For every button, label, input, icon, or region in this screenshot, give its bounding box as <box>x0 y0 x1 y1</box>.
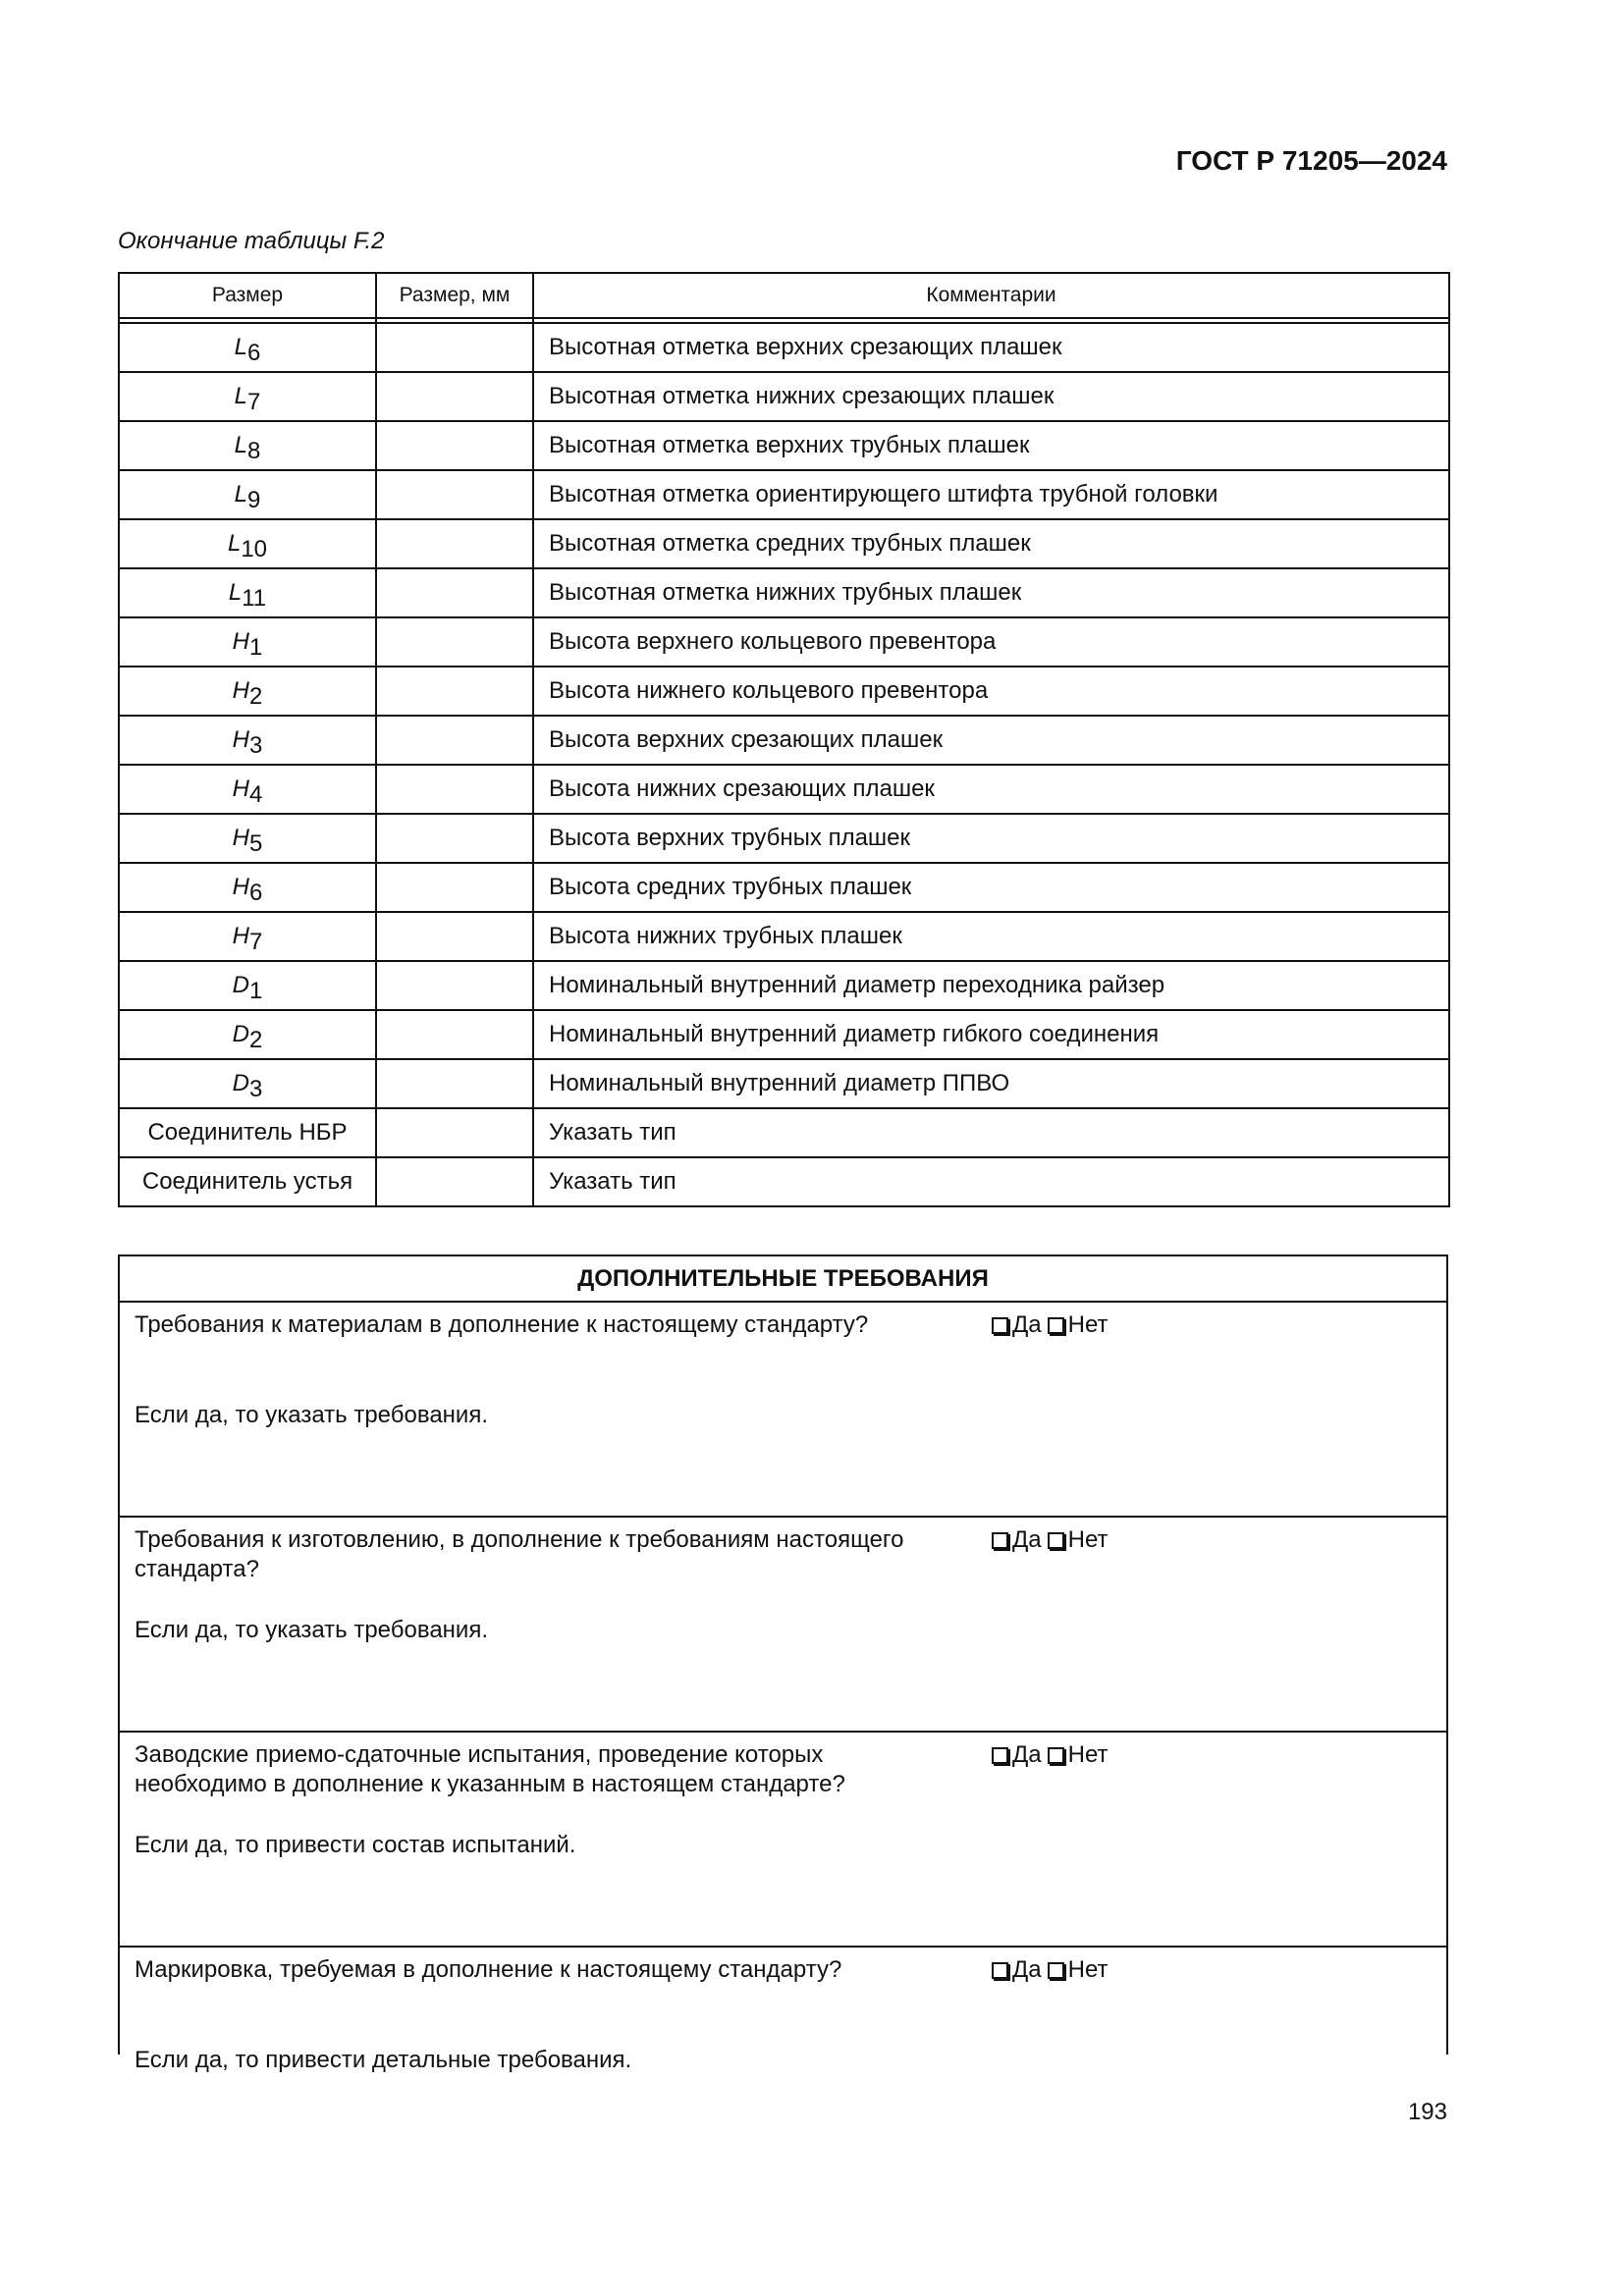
requirement-followup: Если да, то указать требования. <box>135 1402 488 1428</box>
size-cell <box>119 1059 376 1108</box>
size-symbol: H <box>232 825 249 851</box>
size-subscript: 7 <box>248 929 263 955</box>
size-cell <box>119 863 376 912</box>
dimensions-table <box>118 272 1450 1207</box>
table-row <box>119 568 1449 617</box>
size-cell <box>119 716 376 765</box>
table-row <box>119 814 1449 863</box>
requirement-block <box>120 1518 1446 1733</box>
size-subscript: 11 <box>242 585 267 612</box>
yes-no-options <box>992 1955 1113 1985</box>
size-cell <box>119 814 376 863</box>
size-subscript: 10 <box>241 536 268 562</box>
size-cell <box>119 961 376 1010</box>
table-row <box>119 1108 1449 1157</box>
column-header-size: Размер <box>119 273 376 318</box>
yes-checkbox[interactable] <box>992 1532 1008 1549</box>
size-subscript: 1 <box>248 978 263 1004</box>
no-label: Нет <box>1067 1311 1109 1338</box>
size-cell <box>119 765 376 814</box>
comment-cell: Номинальный внутренний диаметр переходника райзер <box>533 961 1449 1010</box>
size-symbol: H <box>232 923 249 949</box>
comment-cell: Указать тип <box>533 1108 1449 1157</box>
comment-cell: Высота средних трубных плашек <box>533 863 1449 912</box>
size-symbol: H <box>232 726 249 753</box>
requirement-followup: Если да, то указать требования. <box>135 1617 488 1643</box>
table-caption: Окончание таблицы F.2 <box>118 228 385 254</box>
yes-label: Да <box>1012 1741 1042 1768</box>
size-cell <box>119 568 376 617</box>
comment-cell: Высотная отметка верхних срезающих плашек <box>533 323 1449 372</box>
table-row <box>119 1010 1449 1059</box>
table-row <box>119 372 1449 421</box>
no-label: Нет <box>1067 1526 1109 1553</box>
size-mm-cell[interactable] <box>376 863 533 912</box>
table-header-row <box>119 273 1449 318</box>
no-checkbox[interactable] <box>1048 1317 1064 1334</box>
size-symbol: D <box>232 972 249 998</box>
comment-cell: Высота нижнего кольцевого превентора <box>533 667 1449 716</box>
no-checkbox[interactable] <box>1048 1747 1064 1764</box>
no-label: Нет <box>1067 1741 1109 1768</box>
size-mm-cell[interactable] <box>376 912 533 961</box>
comment-cell: Номинальный внутренний диаметр гибкого соединения <box>533 1010 1449 1059</box>
table-row <box>119 961 1449 1010</box>
size-symbol: L <box>234 481 247 507</box>
table-body <box>119 323 1449 1206</box>
size-mm-cell[interactable] <box>376 961 533 1010</box>
size-mm-cell[interactable] <box>376 1010 533 1059</box>
yes-no-options <box>992 1740 1113 1770</box>
size-symbol: H <box>232 775 249 802</box>
yes-no-options <box>992 1310 1113 1340</box>
comment-cell: Высота верхних трубных плашек <box>533 814 1449 863</box>
size-mm-cell[interactable] <box>376 1157 533 1206</box>
requirement-blocks <box>120 1303 1446 2161</box>
size-cell <box>119 372 376 421</box>
size-subscript: 6 <box>247 340 261 366</box>
size-mm-cell[interactable] <box>376 1108 533 1157</box>
table-row <box>119 765 1449 814</box>
size-cell <box>119 912 376 961</box>
size-symbol: H <box>232 628 249 655</box>
comment-cell: Высотная отметка нижних срезающих плашек <box>533 372 1449 421</box>
size-mm-cell[interactable] <box>376 716 533 765</box>
size-subscript: 3 <box>248 1076 263 1102</box>
requirement-followup: Если да, то привести состав испытаний. <box>135 1832 576 1858</box>
size-symbol: H <box>232 677 249 704</box>
size-mm-cell[interactable] <box>376 519 533 568</box>
additional-requirements-table <box>118 1255 1448 2073</box>
size-cell: Соединитель устья <box>119 1157 376 1206</box>
yes-label: Да <box>1012 1526 1042 1553</box>
table-row <box>119 863 1449 912</box>
size-mm-cell[interactable] <box>376 323 533 372</box>
size-cell <box>119 617 376 667</box>
size-mm-cell[interactable] <box>376 421 533 470</box>
table-row <box>119 519 1449 568</box>
no-label: Нет <box>1067 1956 1109 1983</box>
size-subscript: 8 <box>247 438 261 464</box>
requirement-question: Маркировка, требуемая в дополнение к настоящему стандарту? <box>135 1956 842 1983</box>
table-row <box>119 1157 1449 1206</box>
size-subscript: 7 <box>247 389 261 415</box>
comment-cell: Высота верхних срезающих плашек <box>533 716 1449 765</box>
yes-checkbox[interactable] <box>992 1747 1008 1764</box>
standard-designation: ГОСТ Р 71205—2024 <box>1175 145 1447 176</box>
size-cell <box>119 667 376 716</box>
yes-checkbox[interactable] <box>992 1962 1008 1979</box>
column-header-comments: Комментарии <box>533 273 1449 318</box>
requirement-question: Требования к изготовлению, в дополнение к требованиям настоящего стандарта? <box>135 1526 904 1582</box>
size-subscript: 9 <box>247 487 261 513</box>
size-mm-cell[interactable] <box>376 470 533 519</box>
size-symbol: L <box>227 530 242 557</box>
table-row <box>119 1059 1449 1108</box>
size-mm-cell[interactable] <box>376 372 533 421</box>
requirement-block <box>120 1733 1446 1948</box>
table-row <box>119 912 1449 961</box>
no-checkbox[interactable] <box>1048 1962 1064 1979</box>
size-subscript: 5 <box>248 830 263 857</box>
table-row <box>119 667 1449 716</box>
comment-cell: Высота нижних трубных плашек <box>533 912 1449 961</box>
comment-cell: Номинальный внутренний диаметр ППВО <box>533 1059 1449 1108</box>
additional-requirements-title: ДОПОЛНИТЕЛЬНЫЕ ТРЕБОВАНИЯ <box>120 1256 1446 1303</box>
table-row <box>119 323 1449 372</box>
size-cell <box>119 323 376 372</box>
size-mm-cell[interactable] <box>376 814 533 863</box>
table-row <box>119 421 1449 470</box>
comment-cell: Высотная отметка ориентирующего штифта трубной головки <box>533 470 1449 519</box>
comment-cell: Высотная отметка нижних трубных плашек <box>533 568 1449 617</box>
size-subscript: 1 <box>248 634 263 661</box>
requirement-question: Заводские приемо-сдаточные испытания, проведение которых необходимо в дополнение к указанным в настоящем стандарте? <box>135 1741 845 1797</box>
column-header-size-mm: Размер, мм <box>376 273 533 318</box>
requirement-block <box>120 1303 1446 1518</box>
yes-label: Да <box>1012 1311 1042 1338</box>
size-cell <box>119 1010 376 1059</box>
yes-label: Да <box>1012 1956 1042 1983</box>
yes-no-options <box>992 1525 1113 1555</box>
size-cell <box>119 470 376 519</box>
size-symbol: L <box>228 579 243 606</box>
size-cell <box>119 519 376 568</box>
requirement-block <box>120 1948 1446 2161</box>
size-mm-cell[interactable] <box>376 617 533 667</box>
size-mm-cell[interactable] <box>376 1059 533 1108</box>
size-subscript: 6 <box>248 880 263 906</box>
requirement-question: Требования к материалам в дополнение к настоящему стандарту? <box>135 1311 869 1338</box>
size-mm-cell[interactable] <box>376 667 533 716</box>
size-symbol: L <box>234 334 247 360</box>
size-subscript: 3 <box>248 732 263 759</box>
size-cell: Соединитель НБР <box>119 1108 376 1157</box>
size-symbol: L <box>234 432 247 458</box>
table-row <box>119 716 1449 765</box>
size-symbol: D <box>232 1070 249 1096</box>
comment-cell: Высота верхнего кольцевого превентора <box>533 617 1449 667</box>
comment-cell: Высотная отметка средних трубных плашек <box>533 519 1449 568</box>
comment-cell: Указать тип <box>533 1157 1449 1206</box>
no-checkbox[interactable] <box>1048 1532 1064 1549</box>
size-symbol: D <box>232 1021 249 1047</box>
table-row <box>119 470 1449 519</box>
size-cell <box>119 421 376 470</box>
size-symbol: L <box>234 383 247 409</box>
size-mm-cell[interactable] <box>376 568 533 617</box>
table-row <box>119 617 1449 667</box>
size-subscript: 2 <box>248 1027 263 1053</box>
size-subscript: 4 <box>248 781 263 808</box>
size-symbol: H <box>232 874 249 900</box>
comment-cell: Высотная отметка верхних трубных плашек <box>533 421 1449 470</box>
size-mm-cell[interactable] <box>376 765 533 814</box>
page-number: 193 <box>1407 2099 1447 2125</box>
yes-checkbox[interactable] <box>992 1317 1008 1334</box>
comment-cell: Высота нижних срезающих плашек <box>533 765 1449 814</box>
requirement-followup: Если да, то привести детальные требования. <box>135 2047 632 2073</box>
size-subscript: 2 <box>248 683 263 710</box>
